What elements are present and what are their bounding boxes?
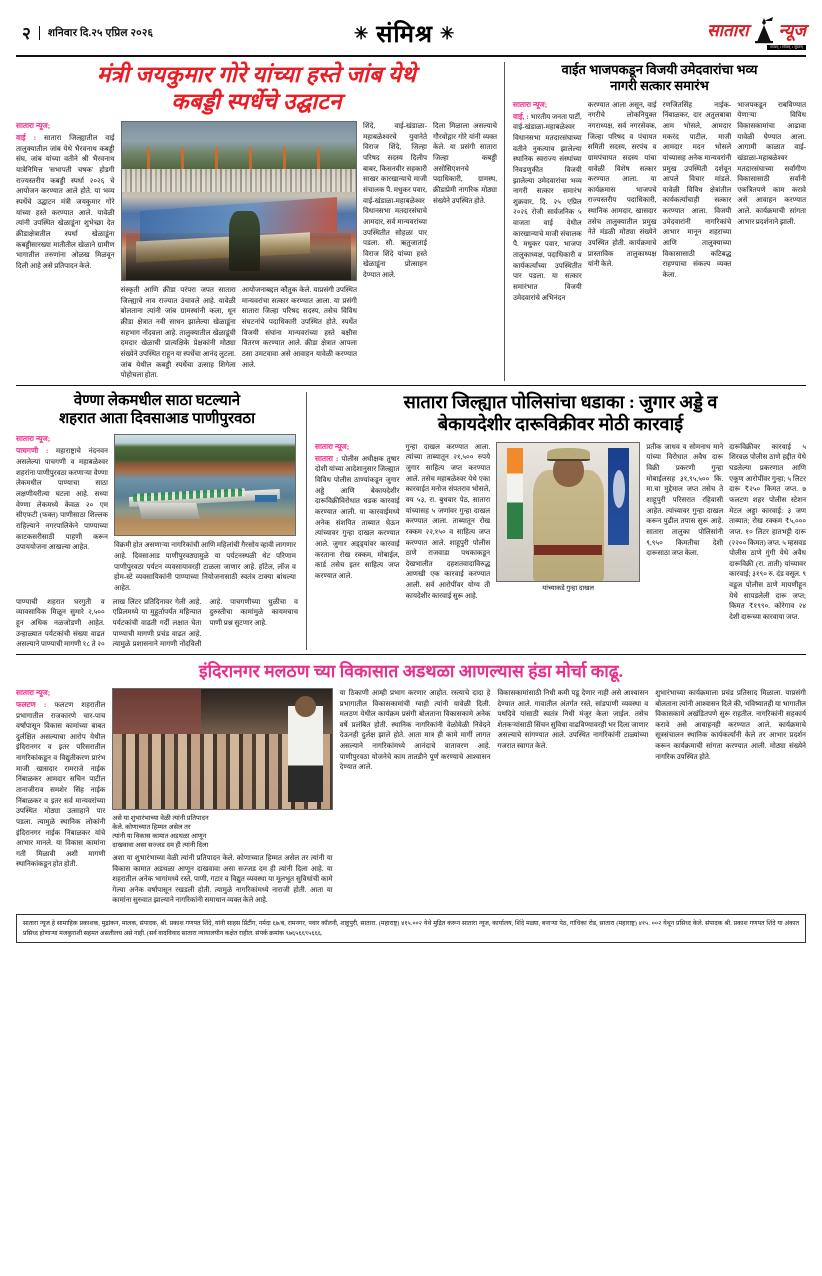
lake-top bbox=[16, 434, 298, 593]
kabaddi-col1-text bbox=[16, 132, 115, 271]
police-headline bbox=[315, 392, 806, 436]
indiranagar-headline: इंदिरानगर मलठण च्या विकासात अडथळा आणल्यास हंडा मोर्चा काढू. bbox=[199, 660, 623, 681]
wai-col1-body: भारतीय जनता पार्टी, वाई-खंडाळा-महाबळेश्वर विधानसभा मतदारसंघाच्या वतीने नुकत्याच झालेल्या स्थानिक स्वराज्य संस्थांच्या निवडणुकीत विजयी झालेल्या उमेदवारांचा भव्य नागरी सत्कार समारंभ शुक्रवार, दि. २५ एप्रिल २०२६ रोजी सार्वजनिक ५ वाजता वाई येथील कारखान्याचे माजी संचालक पै. मधुकर पवार, भाजपा तालुकाध्यक्ष, पदाधिकारी व कार्यकर्त्यांच्या उपस्थितीत पार पडला. या सत्कार समारंभात विजयी उमेदवारांचे अभिनंदन bbox=[513, 112, 582, 302]
kabaddi-right-cols bbox=[363, 121, 497, 381]
lake-place: पाचगणी : bbox=[16, 446, 49, 456]
logo-text-right: न्यूज bbox=[778, 20, 806, 40]
kabaddi-content bbox=[16, 121, 497, 381]
indiranagar-content bbox=[16, 688, 806, 906]
indiranagar-col3-text: या ठिकाणी आम्ही प्रभाग करणार आहोत. रस्त्याचे दादा हे प्रभागातील विकासकामांची ग्वाही त्यांनी यावेळी दिली. मलठण येथील कार्यक्रम प्रसंगी बोलताना विकासकामे अनेक वर्षे प्रलंबित होती. स्थानिक नागरिकांनी वेळोवेळी निवेदने देऊनही दुर्लक्ष झाले होते. आता मात्र ही कामे मार्गी लागत असल्याने नागरिकांमध्ये आनंदाचे वातावरण आहे. पाणीपुरवठा योजनेचे काम तातडीने पूर्ण करण्याचे आश्वासन देण्यात आले. bbox=[339, 688, 491, 772]
article-wai bbox=[504, 62, 806, 381]
indiranagar-col1-body: फलटण शहरातील प्रभागातील राजकारणे चार-पाच वर्षांपासून विकास कामांच्या बाबत दुर्लक्षित असल्याचा आरोप येथील इंदिरानगर व इतर परिसरातील नागरिकांकडून व विद्युतीकरण प्रारंभ माजी खासदार रामराजे नाईक निंबाळकर आमदार सचिन पाटील तानाजीराव समशेर सिंह नाईक निंबाळकर व इतर सर्व मान्यवरांच्या उपस्थित मोठ्या उत्साहाने पार पडला. त्यामुळे स्थानिक लोकांनी इंदिरानगर नाईक निंबाळकर यांचे आभार मानले. या विकास कामांना गती मिळावी अशी मागणी स्थानिकांकडून होत होती. bbox=[16, 700, 106, 869]
meeting-photo-image bbox=[113, 689, 331, 809]
police-photo-wrap bbox=[496, 442, 640, 623]
police-col1-text bbox=[315, 453, 400, 582]
police-content bbox=[315, 442, 806, 623]
kabaddi-col3-text: आयोजनाबद्दल कौतुक केले. याप्रसंगी उपस्थित मान्यवरांचा सत्कार करण्यात आला. या प्रसंगी सातारा जिल्हा परिषद सदस्य, तसेच विविध संघटनांचे पदाधिकारी उपस्थित होते. स्पर्धेत विजयी संघांना मान्यवरांच्या हस्ते बक्षीस वितरण करण्यात आले. क्रीडा क्षेत्रात आपला ठसा उमटवावा असे आवाहन यावेळी करण्यात आले. bbox=[241, 286, 357, 369]
police-headline-line1: सातारा जिल्ह्यात पोलिसांचा धडाका : जुगार अड्डे व bbox=[403, 391, 718, 412]
lake-headline-line2: शहरात आता दिवसाआड पाणीपुरवठा bbox=[58, 411, 256, 428]
indiranagar-col-1 bbox=[16, 688, 105, 906]
indian-flag bbox=[507, 448, 523, 539]
article-lake bbox=[16, 392, 306, 650]
kabaddi-headline-line2: कबड्डी स्पर्धेचे उद्घाटन bbox=[171, 88, 342, 114]
kabaddi-headline-line1: मंत्री जयकुमार गोरे यांच्या हस्ते जांब येथे bbox=[96, 62, 417, 87]
meeting-photo-caption bbox=[112, 813, 332, 849]
page-title bbox=[153, 17, 656, 50]
page-title-text: संमिश्र bbox=[376, 21, 433, 48]
lake-col-1 bbox=[16, 434, 108, 593]
kabaddi-sub-cols bbox=[121, 285, 357, 381]
police-col-1 bbox=[315, 442, 400, 623]
caption-line3: त्यांनी या विकास कामात अडथळा आणून bbox=[112, 832, 207, 840]
lake-bottom-cols bbox=[16, 597, 298, 650]
logo-text-left: सातारा bbox=[707, 20, 749, 40]
lake-byline: सातारा न्यूज; bbox=[16, 434, 51, 444]
photo-jetty bbox=[138, 503, 199, 519]
police-byline: सातारा न्यूज; bbox=[315, 441, 350, 451]
article-indiranagar bbox=[16, 661, 806, 906]
police-place: सातारा : bbox=[315, 453, 339, 463]
kabaddi-ground-photo bbox=[121, 121, 357, 281]
article-police bbox=[306, 392, 806, 650]
police-photo-caption: यांच्याकडे गुन्हा दाखल bbox=[542, 584, 594, 592]
kabaddi-headline bbox=[16, 62, 497, 115]
logo-tagline: सत्यम् । शिवम् । सुंदरम् bbox=[767, 45, 806, 50]
indiranagar-col2-text: अशा या शुभारंभाच्या वेळी त्यांनी प्रतिपादन केले. कोणाच्यात हिम्मत असेल तर त्यांनी या विकास कामात अडथळा आणून दाखवावा असा सज्जड दम ही त्यांनी दिला आहे. या शहरातील अनेक भागांमध्ये रस्ते, पाणी, गटार व विद्युत व्यवस्था या मूलभूत सुविधांची कामे गेल्या अनेक वर्षांपासून रखडली होती. त्यामुळे नागरिकांमध्ये नाराजी होती. आता या कामांना सुरुवात झाल्याने नागरिकांनी समाधान व्यक्त केले आहे. bbox=[112, 853, 333, 905]
star-right-icon: ✳ bbox=[439, 23, 456, 43]
lake-col3-text: पाण्याची शहरात घरगुती व व्यावसायिक मिळून सुमारे २,५०० हून अधिक नळजोडणी आहेत. उन्हाळ्यात पर्यटकांची संख्या वाढत असल्याने पाण्याची मागणी १८ ते २० लाख लिटर प्रतिदिनावर गेली आहे. एप्रिलमध्ये या मुहूर्तापर्यंत महिन्यात पर्यटकांची वाढती गर्दी लक्षात घेता पाण्याची मागणी प्रचंड वाढत आहे. त्यामुळे प्रशासनाने मागणी नोंदविली आहे. पाचगणीच्या धुळीचा व दुरुस्तीचा कामांमुळे कायमचाच पाणी प्रश्न सुटणार आहे. bbox=[16, 597, 298, 649]
photo-boat bbox=[255, 495, 277, 502]
kabaddi-photo-image bbox=[122, 122, 356, 280]
publication-date: शनिवार दि.२५ एप्रिल २०२६ bbox=[39, 26, 153, 40]
kabaddi-col-1 bbox=[16, 121, 115, 381]
wai-col3-text: रणजितसिंह नाईक-निंबाळकर, दार अतुलबाबा आम भोसले, आमदार मकरंद पाटील, माजी आमदार मदन भोसले यांच्यासह अनेक मान्यवरांनी प्रमुख उपस्थिती दर्शवून आपले विचार मांडले. यावेळी विविध क्षेत्रांतील कार्यकर्त्यांचाही सत्कार करण्यात आला. विजयी उमेदवारांनी नागरिकांचे आभार मानून शहराच्या आणि तालुक्याच्या विकासासाठी कटिबद्ध राहण्याचा संकल्प व्यक्त केला. bbox=[662, 100, 732, 279]
section-divider-2 bbox=[16, 654, 806, 655]
lake-photo-wrap bbox=[114, 434, 296, 593]
lake-col2-text: विक्रमी होत असणाऱ्या नागरिकांची आणि महिलांची गैरसोय व्हावी लागणार आहे. दिवसाआड पाणीपुरवठ्यामुळे या पर्यटनस्थळी थेट परिणाम पाणीपुरवठा पर्यटन व्यवसायावरही टाळला जाणार आहे. हॉटेल, लॉज व होम-स्टे व्यवसायिकांनी पाण्याच्या नियोजनासाठी स्वतंत्र टाक्या बांधल्या आहेत. bbox=[114, 541, 296, 593]
officer-belt bbox=[534, 545, 602, 555]
logo-row bbox=[707, 16, 806, 44]
wai-byline: सातारा न्यूज; bbox=[513, 99, 548, 109]
indiranagar-col5-text: शुभारंभाच्या कार्यक्रमाला प्रचंड प्रतिसाद मिळाला. याप्रसंगी बोलताना त्यांनी आश्वासन दिले की, भविष्यातही या भागातील विकासकामे अखंडितपणे सुरू राहतील. नागरिकांनी सहकार्य करावे असे आवाहनही करण्यात आले. कार्यक्रमाचे सूत्रसंचालन स्थानिक कार्यकर्त्यांनी केले तर आभार प्रदर्शन करून कार्यक्रमाची सांगता करण्यात आली. मोठ्या संख्येने नागरिक उपस्थित होते. bbox=[655, 688, 806, 761]
section-divider-1 bbox=[16, 385, 806, 386]
public-meeting-photo bbox=[112, 688, 332, 810]
star-left-icon: ✳ bbox=[353, 23, 370, 43]
venna-lake-photo bbox=[114, 434, 296, 536]
photo-speaker-person bbox=[288, 706, 323, 802]
kabaddi-col1-body: सातारा जिल्ह्यातील वाई तालुक्यातील जांब येथे भैरवनाथ कबड्डी संघ, जांब यांच्या वतीने श्री भैरवनाथ यात्रेनिमित्त 'सभापती चषक' होडगी राज्यस्तरीय कबड्डी स्पर्धा २०२६ चे आयोजन करण्यात आले होते. या भव्य स्पर्धेचे उद्घाटन मंत्री जयकुमार गोरे यांच्या हस्ते करण्यात आले. यावेळी त्यांनी उपस्थित खेळाडूंना शुभेच्छा देत क्रीडाक्षेत्रातील स्पर्धा खेळाडूंना कबड्डीसारख्या मातीतील खेळाने ग्रामीण भागातील तरुणांना ओळख मिळवून दिली आहे असे प्रतिपादन केले. bbox=[16, 134, 115, 270]
newspaper-logo bbox=[656, 16, 806, 50]
indiranagar-byline: सातारा न्यूज; bbox=[16, 687, 51, 697]
wai-headline-line1: वाईत भाजपकडून विजयी उमेदवारांचा भव्य bbox=[561, 62, 758, 77]
photo-speaker bbox=[229, 211, 259, 271]
wai-col4-text: भाजपकडून राबविण्यात येणाऱ्या विविध विकासकामांचा आढावा यावेळी घेण्यात आला. आगामी काळात वाई-खंडाळा-महाबळेश्वर मतदारसंघाच्या सर्वांगीण विकासासाठी सर्वांनी एकत्रितपणे काम करावे असे आवाहन करण्यात आले. कार्यक्रमाची सांगता आभार प्रदर्शनाने झाली. bbox=[737, 100, 806, 226]
top-section bbox=[16, 62, 806, 381]
police-col3-text: प्रतीक जाधव व सोमनाथ माने यांच्या विरोधात अवैध दारू विक्री प्रकरणी गुन्हा मोबाईलसह ३१,९५,५०० कि. मा.चा मुद्देमाल जप्त तसेच ते शाहूपुरी परिसरात रहिवासी आहेत. त्यांच्यावर गुन्हा दाखल करून पुढील तपास सुरू आहे. सातारा तालुका पोलिसांनी ९,९५० किमतीचा देशी दारूसाठा जप्त केला. bbox=[646, 442, 724, 558]
masthead-divider bbox=[16, 55, 806, 57]
indiranagar-place: फलटण : bbox=[16, 699, 47, 709]
officer-cap bbox=[547, 448, 590, 460]
lake-headline bbox=[16, 392, 298, 429]
police-headline-line2: बेकायदेशीर दारूविक्रीवर मोठी कारवाई bbox=[437, 413, 684, 434]
wai-content bbox=[513, 100, 806, 304]
wai-headline bbox=[513, 62, 806, 94]
kabaddi-byline: सातारा न्यूज; bbox=[16, 121, 51, 131]
kabaddi-middle bbox=[121, 121, 357, 381]
wai-col-1 bbox=[513, 100, 582, 304]
caption-line2: केले. कोणाच्यात हिम्मत असेल तर bbox=[112, 823, 191, 831]
footer-imprint: सातारा न्यूज हे सामाहिक प्रकाशक, मुद्रांकन, मालक, संपादक, श्री. प्रकाश गणपत शिंदे, यांनी साहस प्रिंटींग, नर्मदा ६७/ब, रामनगर, पवार कॉलनी, शाहूपुरी, सातारा. (महाराष्ट्र) ४१५.००२ येथे मुद्रित करून सातारा न्यूज, कार्यालय, शिंदे मळ्या, बनाऱ्या पेठ, गांधिका रोड, सातारा (महाराष्ट्र) ४१५. ००२ येथून प्रसिध्द केले. संपादक श्री. प्रकाश गणपत शिंदे या अंकात प्रसिध्द होणाऱ्या मजकुराशी सहमत असतीलच असे नाही. (सर्व वादविवाद सातारा न्यायालयीन कक्षेत राहील. संपर्क क्रमांक ९७६५६६९५६६६. bbox=[16, 914, 806, 943]
police-photo-image bbox=[497, 443, 639, 581]
police-col1-body: पोलीस अधीक्षक तुषार दोशी यांच्या आदेशानुसार जिल्ह्यात विविध पोलीस ठाण्यांकडून जुगार अड्डे आणि बेकायदेशीर दारूविक्रीविरोधात धडक कारवाई करण्यात आली. या कारवाईमध्ये अनेक संशयित ताब्यात घेऊन त्यांच्यावर गुन्हा दाखल करण्यात आले. जुगार अड्ड्यांवर कारवाई करताना रोख रक्कम, मोबाईल, कार्ड तसेच इतर साहित्य जप्त करण्यात आले. bbox=[315, 454, 400, 580]
wai-headline-line2: नागरी सत्कार समारंभ bbox=[610, 77, 709, 93]
police-col2-text: गुन्हा दाखल करण्यात आला. त्यांच्या ताब्यातून २१,५०० रुपये जुगार साहित्य जप्त करण्यात आले. तसेच महाबळेश्वर येथे एका कारवाईत मनोज संपतराव भोसले, वय ५३, रा. बुधवार पेठ, सातारा यांच्यासह ५ जणांवर गुन्हा दाखल करण्यात आला. ताब्यातून रोख रक्कम २२,१५० व साहित्य जप्त करण्यात आले. शाहूपुरी पोलीस ठाणे राजवाडा पथकाकडून देखभालीत दहशतवादाविरुद्ध आणखी एक कारवाई करण्यात आली. सर्व आरोपींवर योग्य ती कायदेशीर कारवाई सुरू आहे. bbox=[405, 442, 491, 600]
caption-line1: असे या शुभारंभाच्या वेळी त्यांनी प्रतिपादन bbox=[112, 814, 209, 822]
indiranagar-photo-col bbox=[112, 688, 332, 906]
wai-place: वाई, : bbox=[513, 111, 529, 121]
lake-col1-body: महाराष्ट्राचे नंदनवन असलेल्या पाचगणी व महाबळेश्वर शहरांना पाणीपुरवठा करणाऱ्या वेण्णा लेकमधील पाण्याचा साठा लक्षणीयरीत्या घटला आहे. सध्या वेण्णा लेकमध्ये केवळ २० एम सीएफटी (फक्त) पाणीसाठा शिल्लक राहिल्याने नगरपालिकेने पाण्याच्या काटकसरीसाठी पाहणी करून उपाययोजना आखल्या आहेत. bbox=[16, 447, 108, 552]
kabaddi-col5-text: दिला मिळाला असल्याचे गौरवोद्गार गोरे यांनी व्यक्त केले. या प्रसंगी सातारा जिल्हा कबड्डी असोसिएशनचे पदाधिकारी, ग्रामस्थ, क्रीडाप्रेमी नागरिक मोठ्या संख्येने उपस्थित होते. bbox=[433, 122, 497, 205]
page-number: २ bbox=[22, 23, 31, 43]
photo-stage-table bbox=[136, 233, 310, 263]
police-officer-photo bbox=[496, 442, 640, 582]
lake-headline-line1: वेण्णा लेकमधील साठा घटल्याने bbox=[73, 392, 241, 409]
statue-emblem-icon bbox=[751, 16, 777, 44]
police-flag bbox=[608, 448, 629, 545]
middle-section bbox=[16, 392, 806, 650]
indiranagar-col4-text: विकासकामांसाठी निधी कमी पडू देणार नाही असे आश्वासन देण्यात आले. गावातील अंतर्गत रस्ते, सांडपाणी व्यवस्था व पथदिवे यांसाठी स्वतंत्र निधी मंजूर केला जाईल. तसेच शेतकऱ्यांसाठी सिंचन सुविधा वाढविण्यावरही भर दिला जाणार असल्याचे सांगण्यात आले. उपस्थित नागरिकांनी टाळ्यांच्या गजरात स्वागत केले. bbox=[497, 688, 649, 751]
police-col4-text: दारूविक्रीवर कारवाई ५ शिरवळ पोलीस ठाणे हद्दीत येथे घडलेल्या प्रकरणात आणि एकूण आरोपींवर गुन्हा; ५ लिटर दारू ₹२५० किमत जप्त. ७ फलटण शहर पोलीस स्टेशन मेटल अड्डा कारवाई: ३ जण ताब्यात; रोख रक्कम ₹५,००० जप्त. १० लिटर हातभट्टी दारू (२२०० किमत) जप्त. ५ म्हसवड पोलीस ठाणे गुंगी येथे अवैध दारूविक्री (रा. ताती) यांच्यावर कारवाई; ३१९० रु. दंड वसूल. ९ वडूज पोलीस ठाणे मायणीहून येथे सापडलेली दारू जप्त; किमत ₹१९९०. कोरेगाव २४ देशी दारूच्या कारवाया जप्त. bbox=[729, 442, 807, 622]
kabaddi-col4-text: शिंदे, वाई-खंडाळा-महाबळेश्वरचे युवानेते विराज शिंदे, जिल्हा परिषद सदस्य दिलीप बाबर, किसनवीर सहकारी साखर कारखान्याचे माजी संचालक पै. मधुकर पवार, वाई-खंडाळा-महाबळेश्वर विधानसभा मतदारसंघाचे आमदार, सर्व मान्यवरांच्या उपस्थितीत सोहळा पार पडला. सौ. ऋतुजाताई विराज शिंदे यांच्या हस्ते खेळाडूंना प्रोत्साहन देण्यात आले. bbox=[363, 122, 427, 280]
wai-col2-text: करण्यात आला असून, वाई नगरीचे लोकनियुक्त नगराध्यक्ष, सर्व नगरसेवक, जिल्हा परिषद व पंचायत समिती सदस्य, सरपंच व ग्रामपंचायत सदस्य यांचा यावेळी विशेष सत्कार करण्यात आला. या कार्यक्रमास भाजपचे राज्यस्तरीय पदाधिकारी, स्थानिक आमदार, खासदार तसेच तालुक्यातील प्रमुख नेते मंडळी मोठ्या संख्येने उपस्थित होती. कार्यक्रमाचे प्रास्ताविक तालुकाध्यक्ष यांनी केले. bbox=[587, 100, 657, 269]
photo-crowd bbox=[122, 169, 356, 191]
kabaddi-place: वाई : bbox=[16, 133, 37, 143]
officer-body bbox=[533, 470, 604, 580]
lake-photo-image bbox=[115, 435, 295, 535]
kabaddi-col2-text: संस्कृती आणि क्रीडा परंपरा जपत सातारा जिल्ह्याचे नाव राज्यात उंचावले आहे. यावेळी बोलताना त्यांनी जांब ग्रामस्थांनी कला, धून क्रीडा क्षेत्रात नवी साधन झालेल्या खेळाडूंना सहभाग नोंदवला आहे. तालुक्यातील खेळाडूंची दमदार खेळाची प्रात्यक्षिके प्रेक्षकांनी मोठ्या संख्येने उपस्थित राहून या स्पर्धेचा आनंद लुटला. जांब येथील कबड्डी स्पर्धेचा उत्साह शिगेला पोहोचला होता. bbox=[120, 286, 236, 380]
wai-col1-text bbox=[513, 111, 582, 304]
lake-col1-text bbox=[16, 445, 108, 552]
article-kabaddi bbox=[16, 62, 504, 381]
indiranagar-col1-text bbox=[16, 699, 105, 870]
caption-line4: दाखवावा असा सज्जड दम ही त्यांनी दिला bbox=[112, 841, 209, 849]
masthead bbox=[16, 14, 806, 54]
